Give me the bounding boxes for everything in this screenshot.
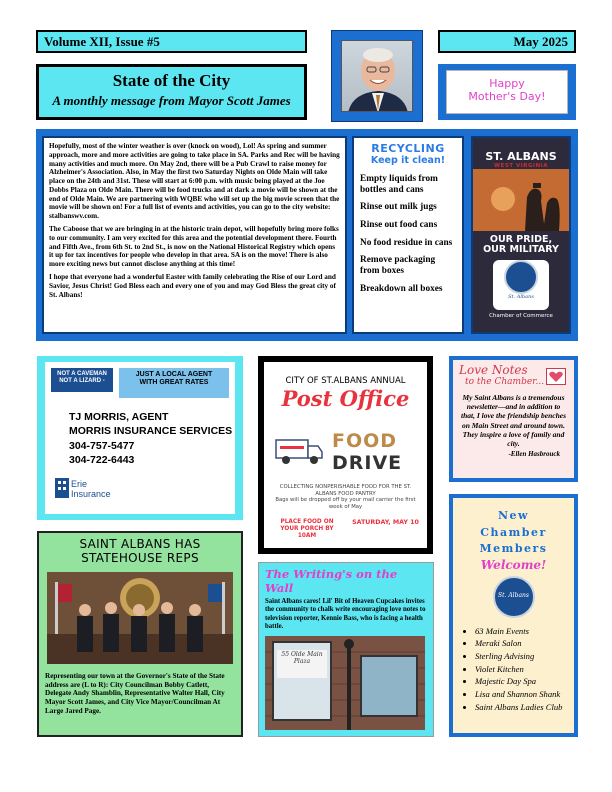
agent-phone: 304-757-5477 [69,439,135,452]
food-drive-place: PLACE FOOD ON YOUR PORCH BY 10AM [280,519,334,539]
agency-name: MORRIS INSURANCE SERVICES [69,425,233,438]
caveman-tag [51,368,113,392]
soldiers-illustration [473,169,569,231]
love-notes-text [459,393,568,448]
list-item: • Meraki Salon [475,638,568,649]
erie-brand-line: Insurance [71,488,111,499]
mayor-photo [341,40,413,112]
mothers-day-line-1: Happy [489,77,525,90]
heart-icon [546,368,566,385]
food-drive-collect: COLLECTING NONPERISHABLE FOOD FOR THE ST. ALBANS FOOD PANTRY [279,484,412,497]
mayor-photo-frame [331,30,423,122]
local-agent-tag [119,368,229,398]
page-subtitle: A monthly message from Mayor Scott James [52,93,291,108]
wall-title: The Writing's on the Wall [265,567,398,595]
new-members-list [459,626,568,713]
list-item: • Violet Kitchen [475,664,568,675]
list-item: • Majestic Day Spa [475,676,568,687]
erie-brand [71,480,111,500]
recycling-item: Empty liquids from bottles and cans [360,174,438,195]
love-notes-body: is a tremendous newsletter—and in addition to that, I love the friendship benches on Main Street and around town. They inspire a love of family and city. [460,393,566,448]
masthead [36,64,307,120]
list-item: • Saint Albans Ladies Club [475,702,568,713]
ad-tag-line: JUST A LOCAL AGENT [135,371,213,378]
page-title: State of the City [112,71,231,90]
statehouse-reps [37,531,243,737]
insurance-ad [37,356,243,520]
food-drive-title: Post Office [281,386,410,411]
statehouse-photo [47,572,233,664]
food-drive-date: SATURDAY, MAY 10 [352,519,419,526]
recycling-item: Remove packaging from boxes [360,255,436,277]
love-notes [449,356,578,482]
chamber-logo [493,260,549,310]
statehouse-caption: Representing our town at the Governor's State of the State address are (L to R): City Councilman Bobby Catlett, Delegate Andy Shamblin, Representative Walter Hall, City Mayor Scott James, and City Vice Mayor/Councilman At Large Jared Page. [45,671,225,715]
military-poster [471,136,571,334]
new-members-title-line: New [497,509,530,522]
mayor-paragraph: I hope that everyone had a wonderful Easter with family celebrating the Rise of our Lord and Savior, Jesus Christ! God Bless each and every one of you and may God Bless the great city of St. Albans! [49,272,336,299]
wall-sign: 55 Olde Main Plaza [281,651,323,665]
poster-slogan-1: OUR PRIDE, [489,234,553,245]
recycling-item: No food residue in cans [360,237,453,248]
mayor-message [42,136,347,334]
new-members-title-line: Members [479,542,548,555]
recycling-item: Breakdown all boxes [360,283,443,294]
wall-text: Saint Albans cares! Lil' Bit of Heaven Cupcakes invites the community to chalk write encouraging love notes to television reporter, Kennie Bass, who is facing a health battle. [265,598,426,630]
poster-state: WEST VIRGINIA [494,163,548,169]
agent-phone: 304-722-6443 [69,454,135,467]
love-notes-subtitle: to the Chamber... [465,377,545,388]
wall-photo [265,636,425,730]
list-item: • 63 Main Events [475,626,568,637]
love-notes-signature: -Ellen Hasbrouck [508,450,560,459]
recycling-subtitle: Keep it clean! [370,155,446,166]
erie-brand-line: Erie [71,479,88,489]
food-drive-details [272,484,419,510]
chamber-seal-icon [493,576,535,618]
food-drive-food: FOOD [332,430,398,452]
ad-tag-line: WITH GREAT RATES [139,379,209,387]
chamber-seal-text: St. Albans [498,591,529,599]
food-drive-drive: DRIVE [332,452,403,474]
statehouse-title-line: STATEHOUSE REPS [81,551,199,566]
poster-city: ST. ALBANS [485,150,557,163]
mayor-paragraph: The Caboose that we are bringing in at the historic train depot, will hopefully bring more folks to our community. I am very excited for this area and the potential development there. Fourth and Fifth Ave., from 6th St. to 2nd St., is now on the National Historical Registry which opens it up for tax incentives for people who develop in that area. SA is on the move! There is also more exciting news but cannot disclose anything at this time! [49,225,339,269]
food-drive-flyer [258,356,433,554]
recycling-title: RECYCLING [371,142,445,155]
list-item: • Lisa and Shannon Shank [475,689,568,700]
love-notes-title: Love Notes [459,363,528,377]
ad-tag-line: NOT A LIZARD - [59,378,105,385]
mail-truck-icon [274,436,326,466]
statehouse-title-line: SAINT ALBANS HAS [79,537,201,551]
mayor-paragraph: Hopefully, most of the winter weather is over (knock on wood), Lol! As spring and summer approach, more and more activities are going to take place in SA. Parks and Rec will be having many activities and much more. On May 2nd, there will be a Pub Crawl to raise money for Alzheimer's Association. Also, in May the first two Saturday Nights on Olde Main will take place on the 24th and 31st. These will start at 6:00 p.m. with music being played at the Joe Dobbs Plaza on Olde Main. There will be food trucks and at dark a movie will be shown at the end of Olde Main. We are partnering with WQBE who will set up the big movie screen that the movie will be shown on! For a full list of events and activities, you can go to the city website: stalbanswv.com. [49,142,340,221]
recycling-item: Rinse out milk jugs [360,202,437,213]
mothers-day-box [438,64,576,120]
statehouse-title [45,537,235,566]
new-members-title-line: Chamber [480,525,547,539]
list-item: • Sterling Advising [475,651,568,662]
mothers-day-line-2: Mother's Day! [468,90,546,104]
new-members [449,494,578,737]
new-members-title [459,508,568,558]
chamber-name: Chamber of Commerce [489,312,553,319]
agent-info [69,410,232,468]
food-drive-city: CITY OF ST.ALBANS ANNUAL [285,376,406,386]
poster-slogan-2: OUR MILITARY [483,243,559,255]
welcome-text: Welcome! [480,557,547,572]
love-notes-lead: My Saint Albans [462,393,514,403]
food-drive-bags: Bags will be dropped off by your mail carrier the first week of May [275,497,416,510]
ad-tag-line: NOT A CAVEMAN [57,371,107,377]
recycling-item: Rinse out food cans [360,220,438,231]
issue-date: May 2025 [438,30,576,53]
chamber-logo-text: St. Albans [508,293,534,300]
volume-issue: Volume XII, Issue #5 [36,30,307,53]
writing-on-wall [258,562,434,737]
recycling-box [352,136,464,334]
agent-name: TJ MORRIS, AGENT [69,411,169,423]
